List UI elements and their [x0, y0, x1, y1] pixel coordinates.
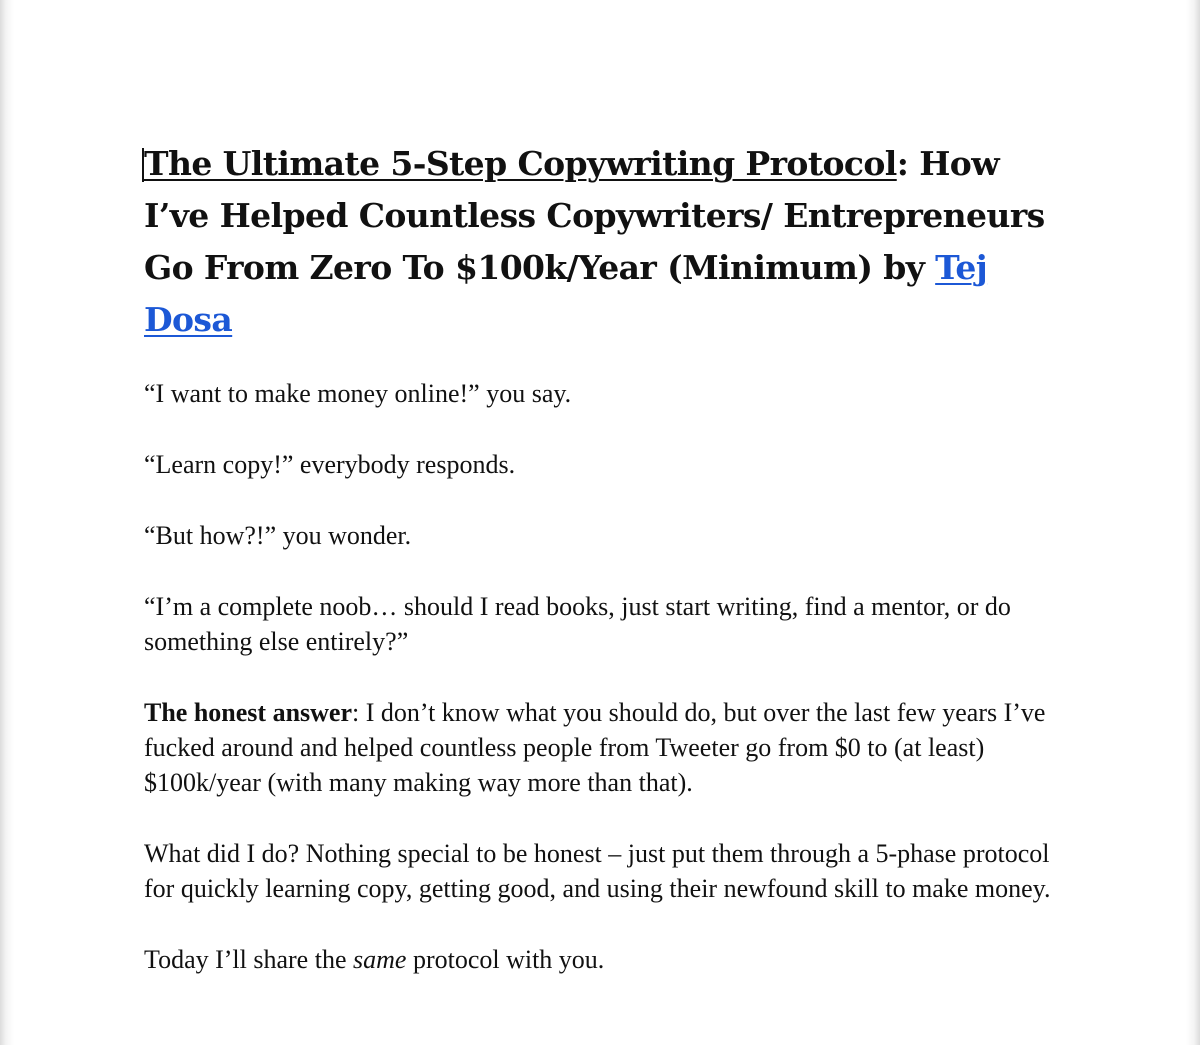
honest-answer-bold: The honest answer: [144, 698, 353, 727]
title-underlined-text: The Ultimate 5-Step Copywriting Protocol: [144, 144, 897, 183]
paragraph-7-end: protocol with you.: [406, 945, 605, 974]
paragraph-4: “I’m a complete noob… should I read books, just start writing, find a mentor, or do something else entirely?”: [144, 592, 1011, 656]
paragraph-7: [144, 942, 1064, 977]
page-edge-right: [1186, 0, 1200, 1045]
document-body[interactable]: [144, 138, 1064, 977]
paragraph-3: “But how?!” you wonder.: [144, 521, 412, 550]
paragraph-1: “I want to make money online!” you say.: [144, 379, 572, 408]
text-cursor: [142, 148, 144, 182]
paragraph-6: What did I do? Nothing special to be honest – just put them through a 5-phase protocol for quickly learning copy, getting good, and using their newfound skill to make money.: [144, 839, 1051, 903]
author-link[interactable]: Tej Dosa: [144, 248, 988, 339]
paragraph-5: [144, 695, 1064, 800]
page-edge-left: [0, 0, 14, 1045]
paragraph-2: “Learn copy!” everybody responds.: [144, 450, 516, 479]
document-title[interactable]: [144, 138, 1064, 346]
paragraph-5-text: : I don’t know what you should do, but over the last few years I’ve fucked around and helped countless people from Tweeter go from $0 to (at least) $100k/year (with many making way more than that).: [144, 698, 1046, 797]
same-emphasis: same: [353, 945, 407, 974]
paragraph-7-start: Today I’ll share the: [144, 945, 353, 974]
title-text: : How I’ve Helped Countless Copywriters/ Entrepreneurs Go From Zero To $100k/Year (Minimum) by: [144, 144, 1045, 287]
